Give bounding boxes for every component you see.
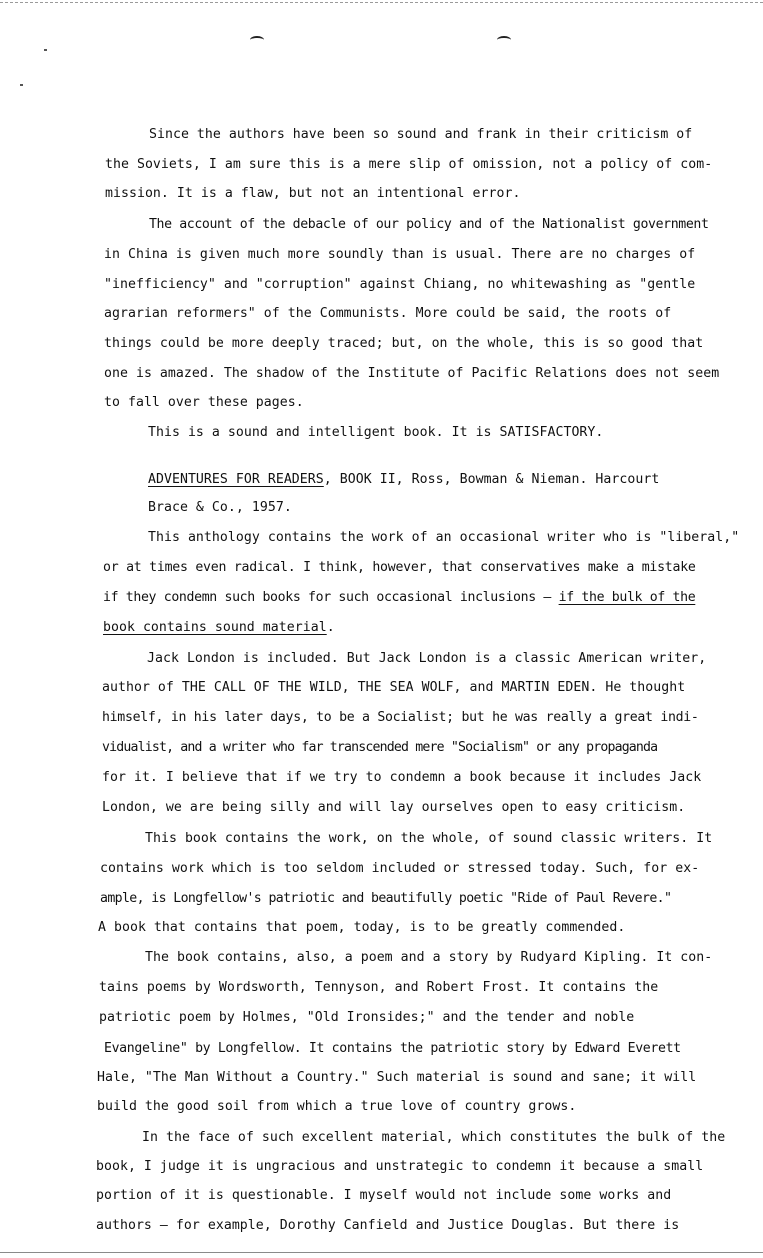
text-run: "inefficiency" and "corruption" against Chiang, no whitewashing as "gentle	[104, 277, 696, 292]
text-run: the Soviets, I am sure this is a mere slip of omission, not a policy of com-	[105, 157, 713, 172]
text-run: Hale, "The Man Without a Country." Such material is sound and sane; it will	[97, 1070, 697, 1085]
text-run: This book contains the work, on the whole, of sound classic writers. It	[145, 831, 713, 846]
text-run: In the face of such excellent material, which constitutes the bulk of the	[142, 1130, 726, 1145]
text-line	[149, 217, 709, 233]
text-run: one is amazed. The shadow of the Institute of Pacific Relations does not seem	[104, 366, 720, 381]
text-run: Since the authors have been so sound and frank in their criticism of	[149, 127, 693, 142]
text-line	[149, 127, 692, 143]
text-line	[100, 891, 671, 907]
text-run: for it. I believe that if we try to condemn a book because it includes Jack	[102, 770, 702, 785]
underlined-text: if the bulk of the	[558, 590, 696, 605]
punch-mark-right	[497, 36, 511, 44]
text-line	[147, 651, 706, 667]
text-line	[102, 710, 699, 726]
text-line	[104, 1041, 681, 1057]
text-run: mission. It is a flaw, but not an intentional error.	[105, 186, 521, 201]
text-run: Jack London is included. But Jack London is a classic American writer,	[147, 651, 707, 666]
text-line	[102, 740, 657, 756]
text-run: ample, is Longfellow's patriotic and beautifully poetic "Ride of Paul Revere."	[100, 891, 672, 906]
text-run: This is a sound and intelligent book. It is SATISFACTORY.	[148, 425, 604, 440]
underlined-text: book contains sound material	[103, 620, 327, 635]
text-line	[102, 770, 701, 786]
text-line	[104, 247, 695, 263]
text-run: if they condemn such books for such occasional inclusions —	[103, 590, 559, 605]
text-line	[102, 800, 685, 816]
text-run: The book contains, also, a poem and a story by Rudyard Kipling. It con-	[145, 950, 713, 965]
margin-speck	[20, 84, 23, 86]
text-run: to fall over these pages.	[104, 395, 304, 410]
text-line	[148, 530, 739, 546]
text-line	[96, 1159, 703, 1175]
text-run: in China is given much more soundly than is usual. There are no charges of	[104, 247, 696, 262]
margin-speck	[44, 49, 47, 51]
text-run: Evangeline" by Longfellow. It contains the patriotic story by Edward Everett	[104, 1041, 681, 1056]
text-run: portion of it is questionable. I myself would not include some works and	[96, 1188, 672, 1203]
text-line	[105, 157, 712, 173]
text-run: contains work which is too seldom included or stressed today. Such, for ex-	[100, 861, 700, 876]
bottom-page-rule	[0, 1252, 763, 1253]
text-line	[96, 1188, 671, 1204]
text-line	[104, 366, 719, 382]
text-run: himself, in his later days, to be a Socialist; but he was really a great indi-	[102, 710, 699, 725]
text-run: Brace & Co., 1957.	[148, 500, 292, 515]
text-line	[103, 620, 335, 636]
text-line	[97, 1070, 696, 1086]
text-run: book, I judge it is ungracious and unstrategic to condemn it because a small	[96, 1159, 704, 1174]
text-run: or at times even radical. I think, however, that conservatives make a mistake	[103, 560, 696, 575]
text-line	[148, 472, 659, 488]
text-line	[104, 277, 695, 293]
text-line	[104, 306, 671, 322]
text-run: authors — for example, Dorothy Canfield and Justice Douglas. But there is	[96, 1218, 680, 1233]
text-line	[99, 980, 658, 996]
punch-mark-left	[250, 36, 264, 44]
text-line	[148, 425, 603, 441]
text-line	[100, 861, 699, 877]
text-line	[104, 395, 304, 411]
text-line	[97, 1099, 576, 1115]
text-run: tains poems by Wordsworth, Tennyson, and Robert Frost. It contains the	[99, 980, 659, 995]
text-line	[145, 831, 712, 847]
text-line	[142, 1130, 725, 1146]
text-line	[96, 1218, 679, 1234]
text-run: This anthology contains the work of an occasional writer who is "liberal,"	[148, 530, 740, 545]
text-run: A book that contains that poem, today, is to be greatly commended.	[98, 920, 626, 935]
text-run: agrarian reformers" of the Communists. More could be said, the roots of	[104, 306, 672, 321]
text-line	[105, 186, 520, 202]
text-line	[145, 950, 712, 966]
text-run: patriotic poem by Holmes, "Old Ironsides;" and the tender and noble	[99, 1010, 635, 1025]
text-run: build the good soil from which a true love of country grows.	[97, 1099, 577, 1114]
text-run: The account of the debacle of our policy and of the Nationalist government	[149, 217, 709, 232]
text-line	[104, 336, 703, 352]
text-line	[102, 680, 685, 696]
text-run: , BOOK II, Ross, Bowman & Nieman. Harcourt	[323, 472, 660, 487]
text-line	[103, 560, 696, 576]
text-line	[148, 500, 292, 516]
text-run: vidualist, and a writer who far transcended mere "Socialism" or any propaganda	[102, 740, 658, 755]
text-line	[98, 920, 625, 936]
text-run: .	[326, 620, 335, 635]
underlined-text: ADVENTURES FOR READERS	[148, 472, 324, 487]
text-run: London, we are being silly and will lay ourselves open to easy criticism.	[102, 800, 686, 815]
text-line	[103, 590, 695, 606]
top-perforation-rule	[0, 2, 763, 3]
text-run: author of THE CALL OF THE WILD, THE SEA WOLF, and MARTIN EDEN. He thought	[102, 680, 686, 695]
text-run: things could be more deeply traced; but, on the whole, this is so good that	[104, 336, 704, 351]
text-line	[99, 1010, 634, 1026]
